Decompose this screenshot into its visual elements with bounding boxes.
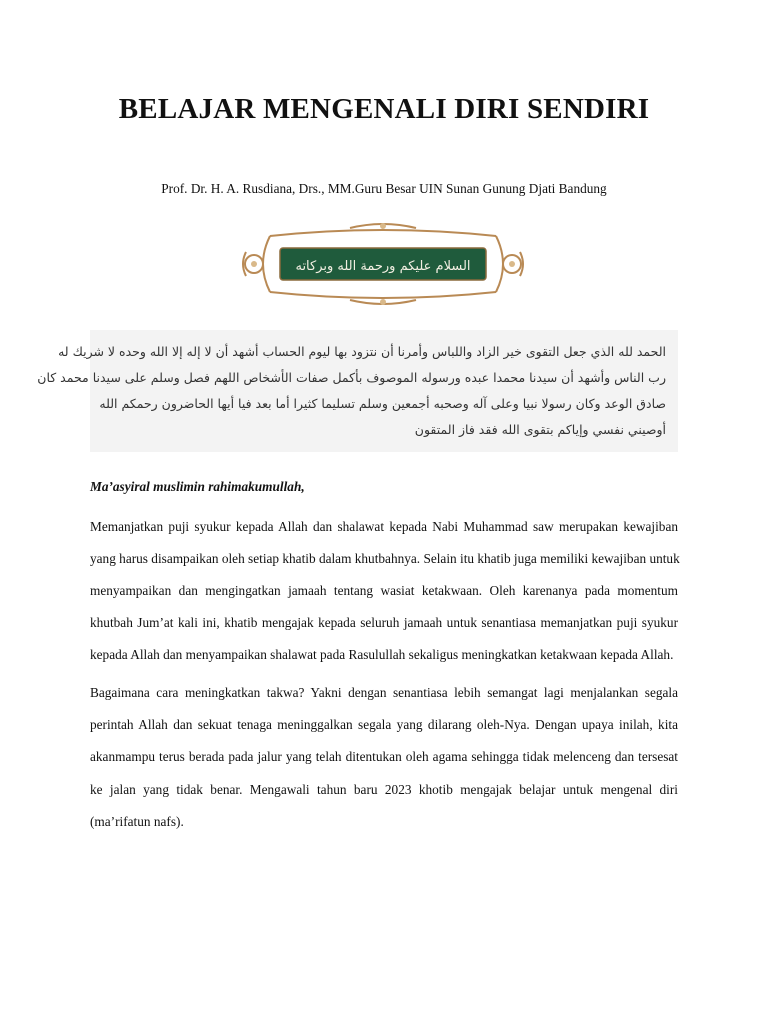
paragraph-line: yang harus disampaikan oleh setiap khatib dalam khutbahnya. Selain itu khatib juga memiliki kewajiban untuk	[90, 551, 680, 566]
paragraph-line: (ma’rifatun nafs).	[90, 814, 184, 829]
arabic-line: أوصيني نفسي وإياكم بتقوى الله فقد فاز المتقون	[414, 422, 666, 437]
arabic-line: رب الناس وأشهد أن سيدنا محمدا عبده ورسوله الموصوف بأكمل صفات الأشخاص اللهم فصل وسلم على سيدنا محمد كان	[37, 370, 666, 385]
paragraph-line: ke jalan yang tidak benar. Mengawali tahun baru 2023 khotib mengajak belajar untuk mengenal diri	[90, 782, 678, 797]
paragraph-line: menyampaikan dan mengingatkan jamaah tentang wasiat ketakwaan. Oleh karenanya pada momentum	[90, 583, 678, 598]
paragraph-line: perintah Allah dan sekuat tenaga meninggalkan segala yang dilarang oleh-Nya. Dengan upaya inilah, kita	[90, 717, 678, 732]
author-line: Prof. Dr. H. A. Rusdiana, Drs., MM.Guru Besar UIN Sunan Gunung Djati Bandung	[161, 181, 607, 196]
paragraph-line: kepada Allah dan menyampaikan shalawat pada Rasulullah sekaligus meningkatkan ketakwaan kepada Allah.	[90, 647, 674, 662]
arabic-opening-image	[37, 330, 678, 452]
banner-text: السلام عليكم ورحمة الله وبركاته	[295, 259, 471, 274]
document-title: BELAJAR MENGENALI DIRI SENDIRI	[118, 93, 650, 125]
salam-banner	[240, 222, 526, 306]
arabic-line: الحمد لله الذي جعل التقوى خير الزاد واللباس وأمرنا أن نتزود بها ليوم الحساب أشهد أن لا إله إلا الله وحده لا شريك له	[58, 344, 666, 359]
paragraph-line: Bagaimana cara meningkatkan takwa? Yakni dengan senantiasa lebih semangat lagi menjalankan segala	[90, 685, 678, 700]
paragraph-line: akanmampu terus berada pada jalur yang telah ditentukan oleh agama sehingga tidak melenceng dan tersesat	[90, 749, 678, 764]
paragraph-line: khutbah Jum’at kali ini, khatib mengajak kepada seluruh jamaah untuk senantiasa memanjatkan puji syukur	[90, 615, 678, 630]
arabic-line: صادق الوعد وكان رسولا نبيا وعلى آله وصحبه أجمعين وسلم تسليما كثيرا أما بعد فيا أيها الحاضرون رحمكم الله	[99, 396, 666, 411]
paragraph-line: Memanjatkan puji syukur kepada Allah dan shalawat kepada Nabi Muhammad saw merupakan kewajiban	[90, 519, 678, 534]
salutation: Ma’asyiral muslimin rahimakumullah,	[90, 479, 305, 494]
